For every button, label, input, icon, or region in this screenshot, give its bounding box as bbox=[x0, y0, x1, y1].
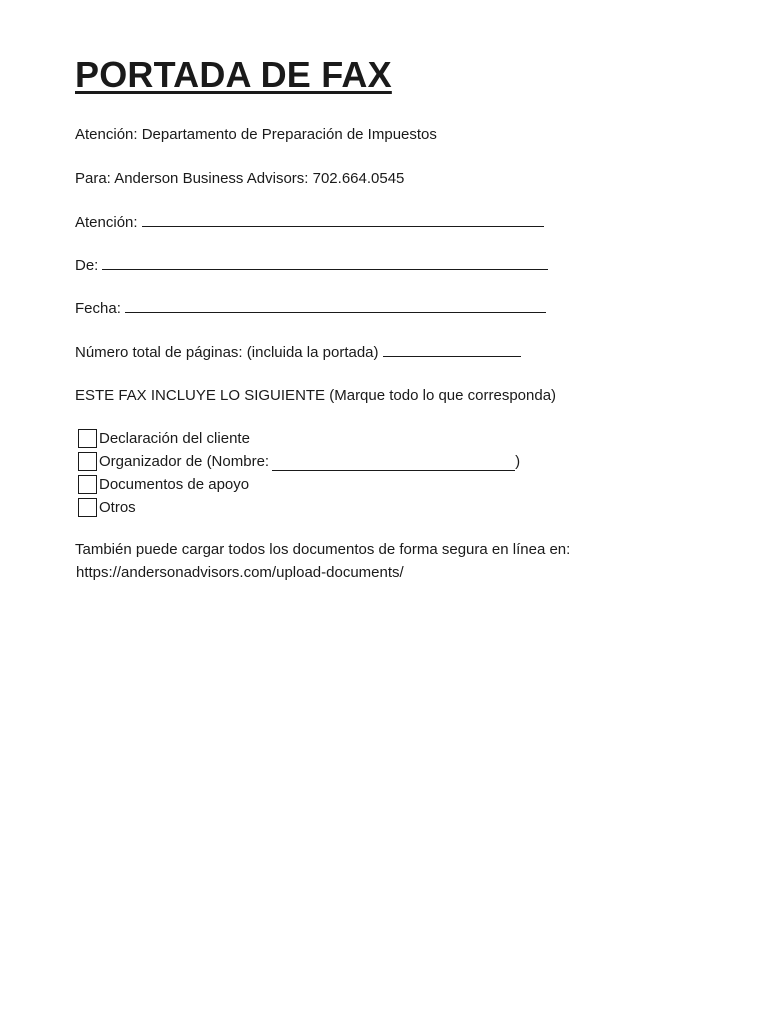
attention-department: Atención: Departamento de Preparación de Impuestos bbox=[75, 126, 437, 143]
pages-label: Número total de páginas: (incluida la portada) bbox=[75, 344, 379, 361]
recipient-line: Para: Anderson Business Advisors: 702.664.0545 bbox=[75, 170, 405, 187]
includes-heading: ESTE FAX INCLUYE LO SIGUIENTE (Marque todo lo que corresponda) bbox=[75, 387, 557, 404]
from-blank[interactable] bbox=[102, 255, 548, 270]
checklist-label: Organizador de (Nombre: bbox=[99, 453, 270, 470]
date-label: Fecha: bbox=[75, 300, 121, 317]
organizer-close-paren: ) bbox=[515, 453, 521, 470]
includes-checklist bbox=[78, 425, 520, 517]
checklist-item-other bbox=[78, 494, 520, 517]
attention-field-row bbox=[75, 212, 544, 233]
from-field-row bbox=[75, 255, 548, 276]
checkbox[interactable] bbox=[78, 498, 97, 517]
checklist-label: Otros bbox=[99, 499, 136, 516]
checklist-label: Documentos de apoyo bbox=[99, 476, 250, 493]
pages-field-row bbox=[75, 342, 521, 363]
attention-blank[interactable] bbox=[142, 212, 544, 227]
pages-blank[interactable] bbox=[383, 342, 521, 357]
checkbox[interactable] bbox=[78, 452, 97, 471]
upload-note: También puede cargar todos los documentos de forma segura en línea en: bbox=[75, 541, 571, 558]
checklist-item-supporting-docs bbox=[78, 471, 520, 494]
attention-label: Atención: bbox=[75, 214, 138, 231]
page-title: PORTADA DE FAX bbox=[75, 54, 392, 95]
date-blank[interactable] bbox=[125, 298, 546, 313]
date-field-row bbox=[75, 298, 546, 319]
organizer-name-blank[interactable] bbox=[272, 457, 515, 471]
checklist-label: Declaración del cliente bbox=[99, 430, 250, 447]
from-label: De: bbox=[75, 257, 99, 274]
checklist-item-organizer bbox=[78, 448, 520, 471]
checkbox[interactable] bbox=[78, 429, 97, 448]
upload-url-link[interactable]: https://andersonadvisors.com/upload-documents/ bbox=[76, 564, 404, 581]
checklist-item-client-statement bbox=[78, 425, 520, 448]
checkbox[interactable] bbox=[78, 475, 97, 494]
